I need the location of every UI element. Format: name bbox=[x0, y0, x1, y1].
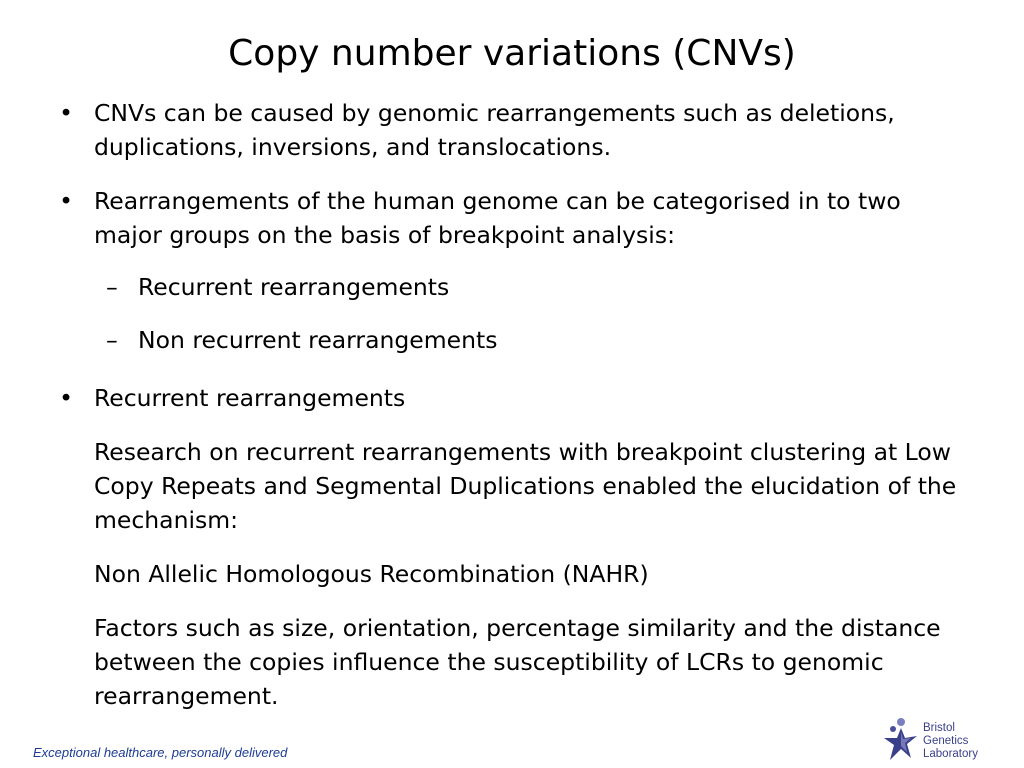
footer-tagline: Exceptional healthcare, personally delivered bbox=[33, 745, 288, 760]
sub-item bbox=[56, 270, 976, 304]
bullet-item bbox=[56, 381, 976, 415]
bullet-item bbox=[56, 96, 976, 164]
bullet-text: CNVs can be caused by genomic rearrangements such as deletions, duplications, inversions, and translocations. bbox=[94, 99, 895, 161]
bullet-text: Rearrangements of the human genome can be categorised in to two major groups on the basis of breakpoint analysis: bbox=[94, 187, 901, 249]
paragraph: Research on recurrent rearrangements with breakpoint clustering at Low Copy Repeats and Segmental Duplications enabled the elucidation of the mechanism: bbox=[94, 438, 957, 534]
sub-item-text: Non recurrent rearrangements bbox=[138, 326, 498, 354]
bullet-marker: • bbox=[59, 384, 73, 412]
lab-logo bbox=[881, 716, 1001, 766]
section-heading: Recurrent rearrangements bbox=[94, 384, 406, 412]
slide-title: Copy number variations (CNVs) bbox=[228, 33, 796, 74]
star-figure-icon bbox=[881, 716, 921, 764]
logo-wordmark bbox=[923, 722, 1001, 761]
sub-marker: – bbox=[106, 273, 118, 301]
logo-line: Laboratory bbox=[923, 748, 978, 760]
mechanism-name: Non Allelic Homologous Recombination (NAHR) bbox=[94, 560, 649, 588]
bullet-marker: • bbox=[59, 99, 73, 127]
sub-item bbox=[56, 323, 976, 357]
sub-marker: – bbox=[106, 326, 118, 354]
slide-body bbox=[56, 96, 976, 713]
sub-item-text: Recurrent rearrangements bbox=[138, 273, 450, 301]
logo-line: Bristol Genetics bbox=[923, 722, 969, 747]
bullet-item bbox=[56, 184, 976, 252]
paragraph: Factors such as size, orientation, percentage similarity and the distance between the copies influence the susceptibility of LCRs to genomic rearrangement. bbox=[94, 614, 941, 710]
bullet-marker: • bbox=[59, 187, 73, 215]
